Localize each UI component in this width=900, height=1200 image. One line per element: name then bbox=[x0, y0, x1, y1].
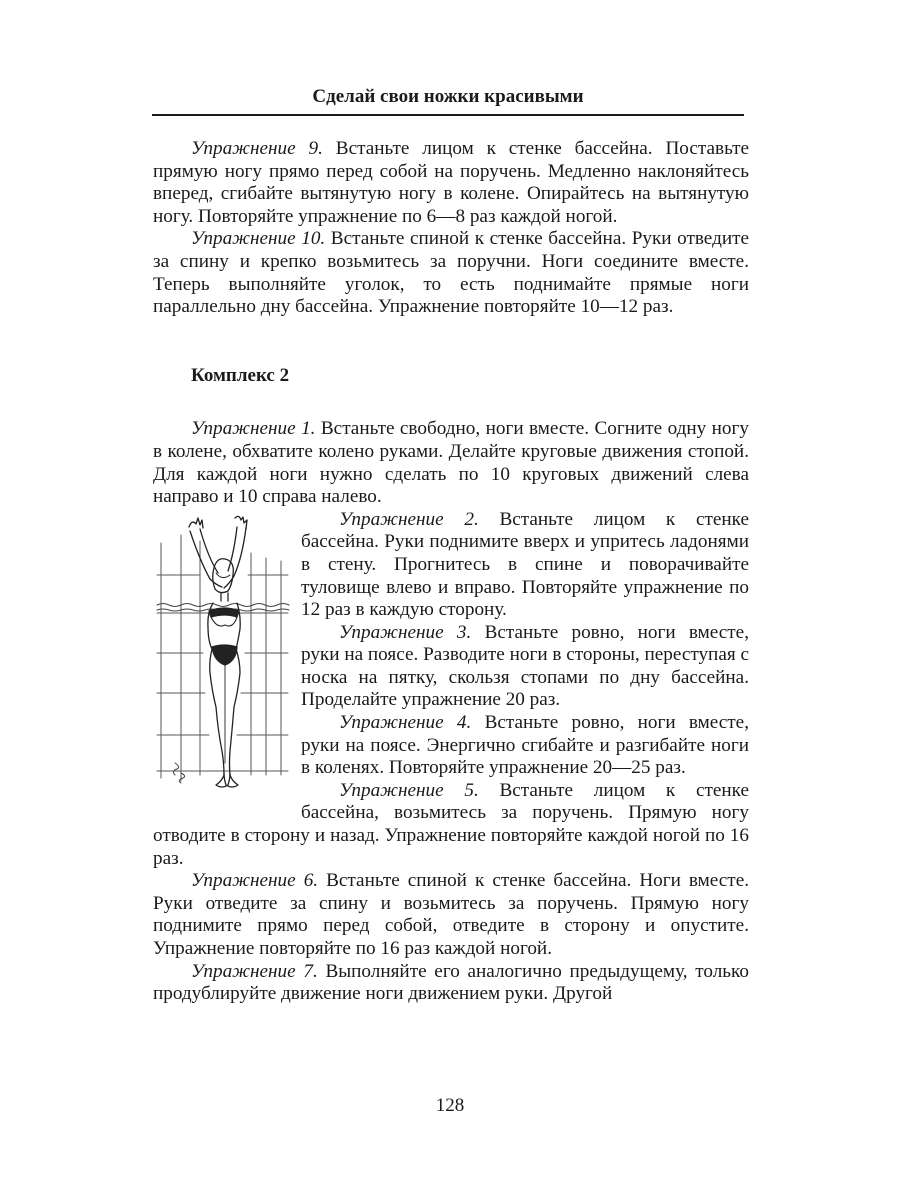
exercise-label: Упражнение 3. bbox=[339, 621, 472, 643]
section-heading: Комплекс 2 bbox=[191, 364, 290, 386]
paragraph-exercise-7 bbox=[153, 961, 749, 1006]
running-head: Сделай свои ножки красивыми bbox=[152, 86, 744, 116]
paragraph-exercise-6 bbox=[153, 870, 749, 960]
exercise-text: Встаньте спиной к стенке бассейна. Руки отведите за спину и крепко возьмитесь за поручни. Ноги соедините вместе. Теперь выполняйте уголок, то есть поднимайте прямые ноги параллельно дну бассейна. Упражнение повторяйте 10—12 раз. bbox=[153, 228, 749, 318]
exercise-label: Упражнение 2. bbox=[339, 508, 479, 530]
illustration-drawing bbox=[153, 513, 293, 818]
exercise-text: Выполняйте его аналогично предыдущему, только продублируйте движение ноги движением руки. Другой bbox=[153, 960, 749, 1005]
exercise-label: Упражнение 6. bbox=[191, 870, 319, 892]
exercise-label: Упражнение 9. bbox=[191, 138, 323, 159]
exercise-text: Встаньте лицом к стенке бассейна, возьмитесь за поручень. Прямую ногу отводите в сторону и назад. Упражнение повторяйте каждой ногой по 16 раз. bbox=[153, 779, 749, 869]
paragraph-exercise-10 bbox=[153, 228, 749, 318]
exercise-label: Упражнение 10. bbox=[191, 228, 326, 250]
exercise-label: Упражнение 5. bbox=[339, 779, 479, 801]
exercise-text: Встаньте спиной к стенке бассейна. Ноги вместе. Руки отведите за спину и возьмитесь за поручень. Прямую ногу поднимите прямо перед собой, отведите в сторону и опустите. Упражнение повторяйте по 16 раз каждой ногой. bbox=[153, 870, 750, 959]
page-body bbox=[153, 138, 749, 1006]
paragraph-exercise-1 bbox=[153, 418, 749, 508]
exercise-label: Упражнение 7. bbox=[191, 960, 318, 982]
page-number: 128 bbox=[435, 1095, 465, 1116]
exercise-label: Упражнение 4. bbox=[339, 712, 472, 734]
exercise-text: Встаньте ровно, ноги вместе, руки на поясе. Разводите ноги в стороны, переступая с носка на пятку, скользя стопами по дну бассейна. Проделайте упражнение 20 раз. bbox=[301, 621, 749, 711]
exercise-label: Упражнение 1. bbox=[191, 418, 316, 440]
exercise-text: Встаньте лицом к стенке бассейна. Руки поднимите вверх и упритесь ладонями в стену. Прогнитесь в спине и поворачивайте туловище влево и вправо. Повторяйте упражнение по 12 раз в каждую сторону. bbox=[301, 508, 749, 621]
exercise-text: Встаньте ровно, ноги вместе, руки на поясе. Энергично сгибайте и разгибайте ноги в коленях. Повторяйте упражнение 20—25 раз. bbox=[301, 712, 749, 779]
exercise-text: Встаньте свободно, ноги вместе. Согните одну ногу в колене, обхватите колено руками. Делайте круговые движения стопой. Для каждой ноги нужно сделать по 10 круговых движений слева направо и 10 справа налево. bbox=[153, 418, 749, 508]
woman-at-pool-wall-illustration bbox=[153, 513, 293, 818]
exercise-text: Встаньте лицом к стенке бассейна. Поставьте прямую ногу прямо перед собой на поручень. Медленно наклоняйтесь вперед, сгибайте вытянутую ногу в колене. Опирайтесь на вытянутую ногу. Повторяйте упражнение по 6—8 раз каждой ногой. bbox=[153, 138, 750, 227]
paragraph-exercise-9 bbox=[153, 138, 749, 228]
